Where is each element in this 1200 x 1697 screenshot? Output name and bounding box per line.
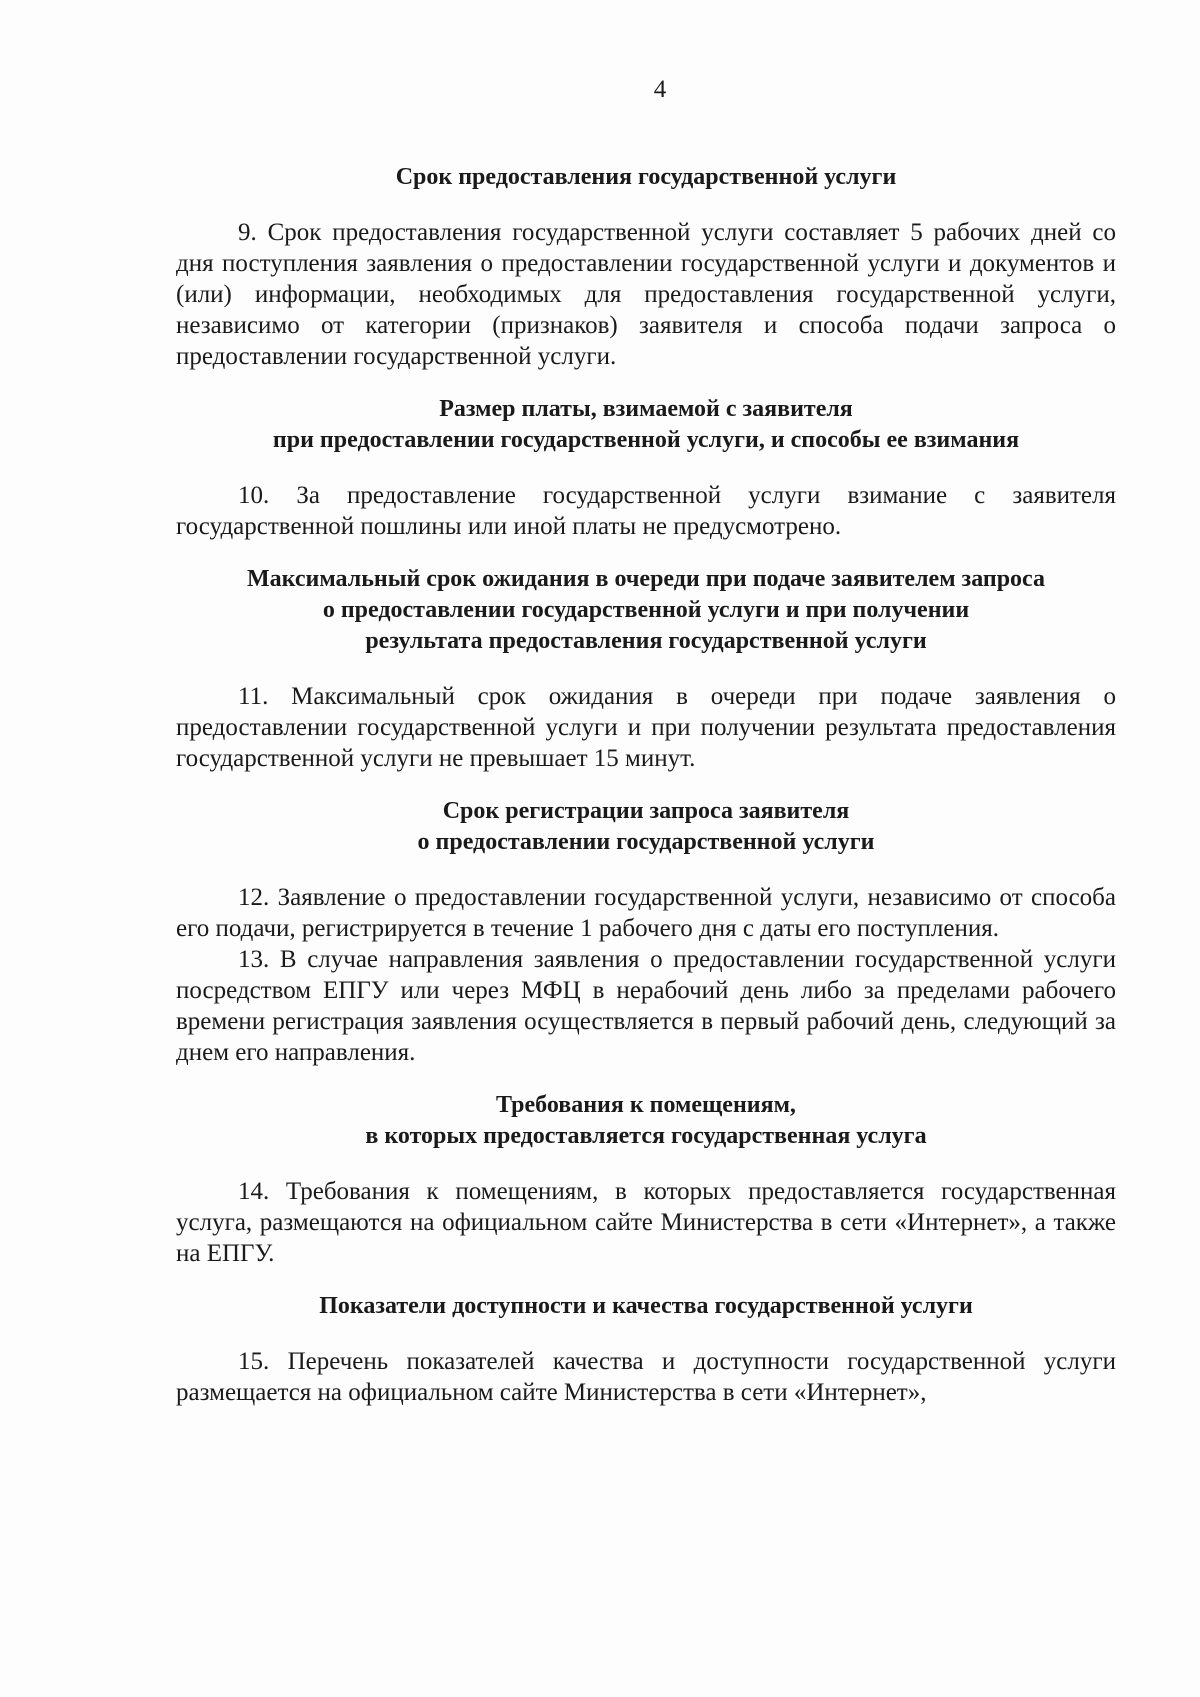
paragraph-15: 15. Перечень показателей качества и доступности государственной услуги размещается на официальном сайте Министерства в сети «Интернет», bbox=[176, 1348, 1116, 1406]
paragraph-14: 14. Требования к помещениям, в которых предоставляется государственная услуга, размещаются на официальном сайте Министерства в сети «Интернет», а также на ЕПГУ. bbox=[176, 1178, 1116, 1267]
heading-line: Срок предоставления государственной услуги bbox=[395, 164, 897, 190]
heading-line: при предоставлении государственной услуги, и способы ее взимания bbox=[272, 427, 1020, 453]
paragraph-11: 11. Максимальный срок ожидания в очереди при подаче заявления о предоставлении государственной услуги и при получении результата предоставления государственной услуги не превышает 15 минут. bbox=[176, 683, 1116, 772]
heading-line: результата предоставления государственной услуги bbox=[365, 628, 927, 654]
document-body bbox=[176, 162, 1116, 1408]
section-heading-quality bbox=[176, 1291, 1116, 1322]
heading-line: о предоставлении государственной услуги bbox=[417, 829, 875, 855]
heading-line: Максимальный срок ожидания в очереди при подаче заявителем запроса bbox=[246, 566, 1045, 592]
heading-line: о предоставлении государственной услуги и при получении bbox=[322, 597, 970, 623]
section-heading-registration bbox=[176, 796, 1116, 858]
heading-line: Размер платы, взимаемой с заявителя bbox=[439, 396, 853, 422]
paragraph-12: 12. Заявление о предоставлении государственной услуги, независимо от способа его подачи, регистрируется в течение 1 рабочего дня с даты его поступления. bbox=[176, 884, 1116, 942]
heading-line: Срок регистрации запроса заявителя bbox=[442, 798, 850, 824]
section-heading-premises bbox=[176, 1090, 1116, 1152]
section-heading-queue-time bbox=[176, 564, 1116, 657]
paragraph-10: 10. За предоставление государственной услуги взимание с заявителя государственной пошлины или иной платы не предусмотрено. bbox=[176, 482, 1116, 540]
heading-line: Требования к помещениям, bbox=[496, 1092, 796, 1118]
paragraph-13: 13. В случае направления заявления о предоставлении государственной услуги посредством ЕПГУ или через МФЦ в нерабочий день либо за пределами рабочего времени регистрация заявления осуществляется в первый рабочий день, следующий за днем его направления. bbox=[176, 946, 1116, 1066]
paragraph-9: 9. Срок предоставления государственной услуги составляет 5 рабочих дней со дня поступления заявления о предоставлении государственной услуги и документов и (или) информации, необходимых для предоставления государственной услуги, независимо от категории (признаков) заявителя и способа подачи запроса о предоставлении государственной услуги. bbox=[176, 219, 1116, 370]
section-heading-fee bbox=[176, 394, 1116, 456]
heading-line: Показатели доступности и качества государственной услуги bbox=[319, 1293, 973, 1319]
heading-line: в которых предоставляется государственная услуга bbox=[365, 1123, 927, 1149]
section-heading-term bbox=[176, 162, 1116, 193]
page-number: 4 bbox=[653, 76, 667, 103]
